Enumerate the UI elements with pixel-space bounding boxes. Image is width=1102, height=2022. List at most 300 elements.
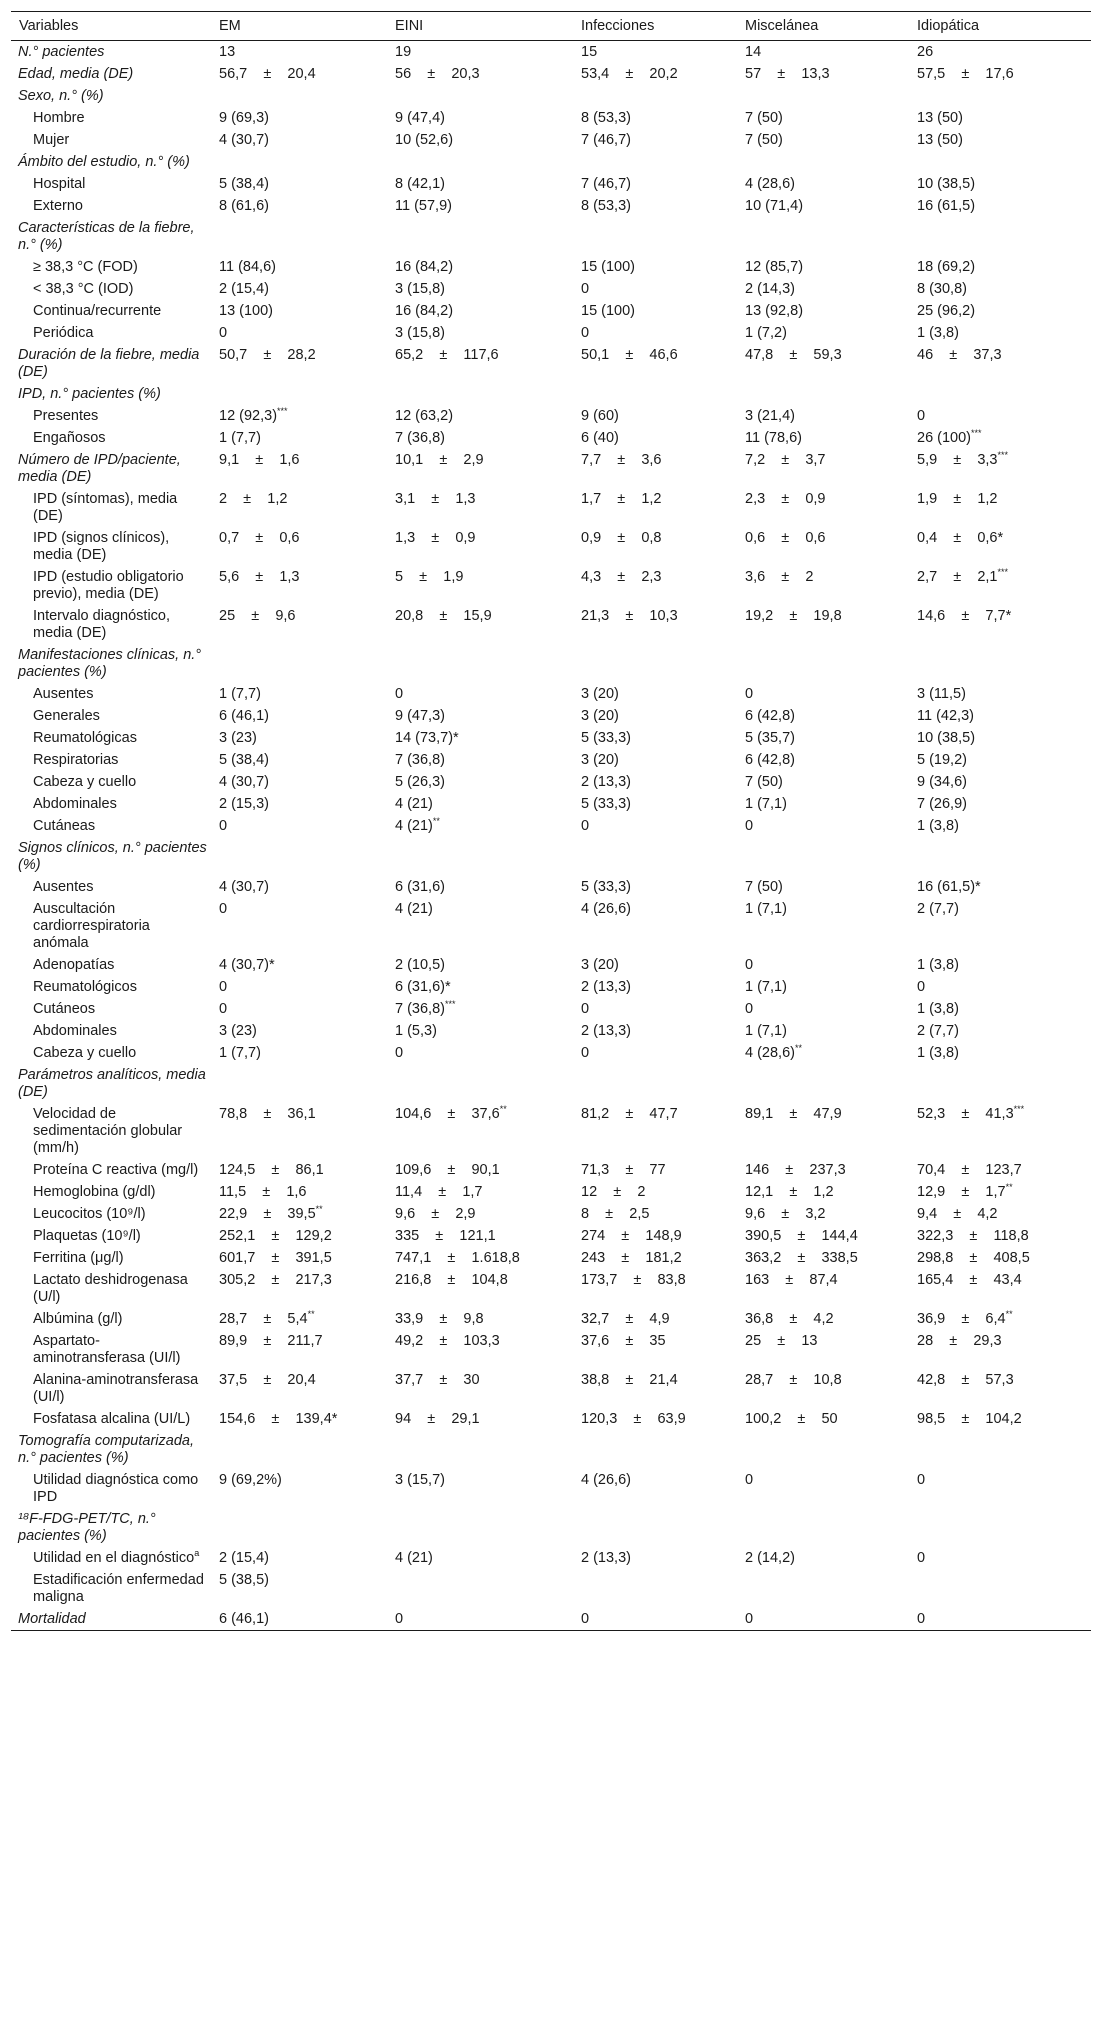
row-label: Ferritina (μg/l): [33, 1250, 124, 1266]
cell-value: 3 (23): [219, 730, 257, 746]
cell-value: 0: [917, 1472, 926, 1488]
cell-eini: [387, 427, 573, 449]
cell-idiopatica: [909, 705, 1091, 727]
cell-value: 4 (21): [395, 818, 433, 834]
cell-value: 13 (50): [917, 132, 963, 148]
cell-miscelanea: [737, 1608, 909, 1631]
cell-em: [211, 427, 387, 449]
cell-value: 9 (47,4): [395, 110, 445, 126]
cell-miscelanea: [737, 300, 909, 322]
cell-em: [211, 1247, 387, 1269]
header-miscelanea: Miscelánea: [737, 12, 909, 41]
cell-eini: [387, 1103, 573, 1159]
cell-eini: [387, 256, 573, 278]
table-row: [11, 1608, 1091, 1631]
significance-marker: **: [794, 1043, 802, 1054]
row-label: Aspartato-aminotransferasa (UI/l): [33, 1333, 181, 1366]
cell-value: 25 (96,2): [917, 303, 976, 319]
cell-variable: [11, 1508, 211, 1547]
cell-miscelanea: [737, 1064, 909, 1103]
table-row: [11, 129, 1091, 151]
cell-infecciones: [573, 954, 737, 976]
cell-variable: [11, 837, 211, 876]
cell-infecciones: [573, 705, 737, 727]
cell-miscelanea: [737, 488, 909, 527]
cell-eini: [387, 793, 573, 815]
cell-value: 2 (13,3): [581, 1023, 631, 1039]
table-row: [11, 1547, 1091, 1569]
cell-infecciones: [573, 1247, 737, 1269]
cell-variable: [11, 1330, 211, 1369]
cell-eini: [387, 195, 573, 217]
table-container: [11, 11, 1091, 1631]
row-label: Plaquetas (10⁹/l): [33, 1228, 141, 1244]
row-label: Ausentes: [33, 879, 94, 895]
cell-em: [211, 195, 387, 217]
cell-value: 5 (33,3): [581, 796, 631, 812]
cell-variable: [11, 1269, 211, 1308]
table-row: [11, 173, 1091, 195]
cell-idiopatica: [909, 1103, 1091, 1159]
cell-value: 11 (78,6): [745, 430, 802, 446]
cell-value: 9,1 ± 1,6: [219, 452, 300, 468]
row-label: Utilidad diagnóstica como IPD: [33, 1472, 199, 1505]
cell-idiopatica: [909, 63, 1091, 85]
cell-infecciones: [573, 644, 737, 683]
cell-variable: [11, 488, 211, 527]
table-row: [11, 1225, 1091, 1247]
cell-value: 0: [745, 1001, 754, 1017]
table-row: [11, 1181, 1091, 1203]
cell-value: 173,7 ± 83,8: [581, 1272, 686, 1288]
cell-value: 94 ± 29,1: [395, 1411, 480, 1427]
cell-miscelanea: [737, 527, 909, 566]
row-label: Fosfatasa alcalina (UI/L): [33, 1411, 191, 1427]
cell-value: 3 (15,7): [395, 1472, 445, 1488]
cell-variable: [11, 300, 211, 322]
cell-value: 9 (34,6): [917, 774, 967, 790]
cell-value: 2,7 ± 2,1: [917, 569, 998, 585]
cell-eini: [387, 383, 573, 405]
cell-eini: [387, 1569, 573, 1608]
cell-em: [211, 566, 387, 605]
row-label: Cabeza y cuello: [33, 774, 137, 790]
significance-marker: **: [1005, 1309, 1013, 1320]
cell-variable: [11, 383, 211, 405]
cell-miscelanea: [737, 85, 909, 107]
cell-eini: [387, 41, 573, 64]
cell-em: [211, 300, 387, 322]
cell-variable: [11, 1181, 211, 1203]
cell-idiopatica: [909, 605, 1091, 644]
cell-variable: [11, 151, 211, 173]
header-variables: Variables: [11, 12, 211, 41]
cell-value: 1,7 ± 1,2: [581, 491, 662, 507]
cell-value: 46 ± 37,3: [917, 347, 1002, 363]
cell-value: 0: [219, 1001, 228, 1017]
cell-miscelanea: [737, 1508, 909, 1547]
cell-variable: [11, 876, 211, 898]
cell-idiopatica: [909, 383, 1091, 405]
row-label: Continua/recurrente: [33, 303, 162, 319]
table-row: [11, 1203, 1091, 1225]
cell-variable: [11, 1103, 211, 1159]
cell-value: 322,3 ± 118,8: [917, 1228, 1029, 1244]
cell-value: 120,3 ± 63,9: [581, 1411, 686, 1427]
cell-value: 37,7 ± 30: [395, 1372, 480, 1388]
cell-value: 0: [219, 901, 228, 917]
cell-idiopatica: [909, 488, 1091, 527]
cell-value: 124,5 ± 86,1: [219, 1162, 324, 1178]
cell-value: 8 (61,6): [219, 198, 269, 214]
cell-miscelanea: [737, 749, 909, 771]
cell-idiopatica: [909, 1330, 1091, 1369]
cell-infecciones: [573, 566, 737, 605]
cell-value: 0: [917, 1550, 926, 1566]
cell-em: [211, 727, 387, 749]
cell-variable: [11, 344, 211, 383]
row-label: ¹⁸F-FDG-PET/TC, n.° pacientes (%): [18, 1511, 156, 1544]
cell-value: 252,1 ± 129,2: [219, 1228, 332, 1244]
row-label: Mortalidad: [18, 1611, 86, 1627]
cell-value: 98,5 ± 104,2: [917, 1411, 1022, 1427]
cell-infecciones: [573, 998, 737, 1020]
row-label: Tomografía computarizada, n.° pacientes (%): [18, 1433, 194, 1466]
cell-eini: [387, 151, 573, 173]
cell-idiopatica: [909, 85, 1091, 107]
cell-value: 2 (13,3): [581, 1550, 631, 1566]
cell-em: [211, 129, 387, 151]
cell-variable: [11, 1608, 211, 1631]
cell-value: 18 (69,2): [917, 259, 976, 275]
cell-eini: [387, 998, 573, 1020]
cell-value: 37,6 ± 35: [581, 1333, 666, 1349]
cell-infecciones: [573, 1159, 737, 1181]
cell-value: 16 (84,2): [395, 259, 454, 275]
cell-miscelanea: [737, 605, 909, 644]
cell-infecciones: [573, 300, 737, 322]
cell-value: 4 (30,7): [219, 879, 269, 895]
cell-eini: [387, 771, 573, 793]
cell-value: 13 (50): [917, 110, 963, 126]
cell-idiopatica: [909, 1020, 1091, 1042]
cell-miscelanea: [737, 344, 909, 383]
cell-value: 4 (30,7): [219, 132, 269, 148]
cell-value: 3 (20): [581, 957, 619, 973]
cell-value: 163 ± 87,4: [745, 1272, 838, 1288]
cell-eini: [387, 1042, 573, 1064]
cell-value: 13: [219, 44, 236, 60]
cell-infecciones: [573, 151, 737, 173]
cell-em: [211, 1547, 387, 1569]
cell-value: 11 (84,6): [219, 259, 276, 275]
table-body: [11, 41, 1091, 1631]
cell-value: 56 ± 20,3: [395, 66, 480, 82]
cell-value: 146 ± 237,3: [745, 1162, 846, 1178]
cell-idiopatica: [909, 173, 1091, 195]
cell-miscelanea: [737, 195, 909, 217]
cell-value: 16 (61,5)*: [917, 879, 981, 895]
cell-idiopatica: [909, 278, 1091, 300]
cell-eini: [387, 278, 573, 300]
cell-idiopatica: [909, 566, 1091, 605]
cell-infecciones: [573, 1225, 737, 1247]
cell-eini: [387, 705, 573, 727]
cell-variable: [11, 1308, 211, 1330]
cell-eini: [387, 1308, 573, 1330]
cell-value: 1 (3,8): [917, 1045, 959, 1061]
cell-value: 0: [745, 957, 754, 973]
cell-miscelanea: [737, 383, 909, 405]
row-label: Leucocitos (10⁹/l): [33, 1206, 146, 1222]
cell-value: 9 (60): [581, 408, 619, 424]
cell-value: 3 (23): [219, 1023, 257, 1039]
cell-em: [211, 1608, 387, 1631]
cell-em: [211, 1308, 387, 1330]
cell-eini: [387, 876, 573, 898]
table-row: [11, 107, 1091, 129]
cell-value: 0: [581, 1045, 590, 1061]
table-row: [11, 954, 1091, 976]
cell-eini: [387, 1608, 573, 1631]
cell-em: [211, 1330, 387, 1369]
row-label: Hemoglobina (g/dl): [33, 1184, 156, 1200]
cell-value: 0: [581, 818, 590, 834]
cell-eini: [387, 1430, 573, 1469]
cell-value: 7 (36,8): [395, 430, 445, 446]
cell-value: 71,3 ± 77: [581, 1162, 666, 1178]
cell-variable: [11, 1247, 211, 1269]
cell-idiopatica: [909, 1181, 1091, 1203]
cell-infecciones: [573, 1369, 737, 1408]
cell-idiopatica: [909, 749, 1091, 771]
cell-value: 1 (3,8): [917, 1001, 959, 1017]
row-label: Ausentes: [33, 686, 94, 702]
cell-em: [211, 605, 387, 644]
cell-infecciones: [573, 217, 737, 256]
cell-value: 38,8 ± 21,4: [581, 1372, 678, 1388]
cell-infecciones: [573, 727, 737, 749]
cell-miscelanea: [737, 771, 909, 793]
cell-infecciones: [573, 256, 737, 278]
cell-value: 109,6 ± 90,1: [395, 1162, 500, 1178]
cell-idiopatica: [909, 405, 1091, 427]
cell-idiopatica: [909, 1469, 1091, 1508]
table-row: [11, 405, 1091, 427]
table-row: [11, 644, 1091, 683]
row-label: Signos clínicos, n.° pacientes (%): [18, 840, 207, 873]
row-label: Mujer: [33, 132, 70, 148]
cell-value: 20,8 ± 15,9: [395, 608, 492, 624]
cell-miscelanea: [737, 63, 909, 85]
cell-value: 56,7 ± 20,4: [219, 66, 316, 82]
cell-value: 28 ± 29,3: [917, 1333, 1002, 1349]
cell-variable: [11, 1225, 211, 1247]
significance-marker: ***: [277, 406, 288, 417]
cell-miscelanea: [737, 1269, 909, 1308]
cell-value: 13 (100): [219, 303, 274, 319]
cell-infecciones: [573, 1469, 737, 1508]
cell-em: [211, 1508, 387, 1547]
cell-variable: [11, 749, 211, 771]
cell-variable: [11, 256, 211, 278]
cell-em: [211, 488, 387, 527]
cell-infecciones: [573, 107, 737, 129]
cell-value: 4,3 ± 2,3: [581, 569, 662, 585]
cell-value: 5 (33,3): [581, 730, 631, 746]
cell-value: 7 (36,8): [395, 752, 445, 768]
cell-infecciones: [573, 173, 737, 195]
cell-em: [211, 1269, 387, 1308]
cell-eini: [387, 405, 573, 427]
cell-miscelanea: [737, 705, 909, 727]
cell-miscelanea: [737, 1159, 909, 1181]
row-label: Utilidad en el diagnóstico: [33, 1550, 195, 1566]
cell-em: [211, 1469, 387, 1508]
cell-variable: [11, 217, 211, 256]
cell-variable: [11, 278, 211, 300]
cell-idiopatica: [909, 527, 1091, 566]
row-label: Cabeza y cuello: [33, 1045, 137, 1061]
cell-value: 10 (52,6): [395, 132, 454, 148]
cell-infecciones: [573, 488, 737, 527]
cell-value: 274 ± 148,9: [581, 1228, 682, 1244]
cell-value: 81,2 ± 47,7: [581, 1106, 678, 1122]
cell-value: 70,4 ± 123,7: [917, 1162, 1022, 1178]
cell-miscelanea: [737, 1408, 909, 1430]
table-row: [11, 195, 1091, 217]
cell-em: [211, 1159, 387, 1181]
cell-idiopatica: [909, 683, 1091, 705]
cell-value: 305,2 ± 217,3: [219, 1272, 332, 1288]
cell-miscelanea: [737, 151, 909, 173]
cell-infecciones: [573, 1269, 737, 1308]
cell-infecciones: [573, 63, 737, 85]
row-label: Abdominales: [33, 796, 117, 812]
cell-value: 2 ± 1,2: [219, 491, 288, 507]
cell-infecciones: [573, 605, 737, 644]
row-label: Respiratorias: [33, 752, 119, 768]
table-row: [11, 705, 1091, 727]
cell-value: 28,7 ± 10,8: [745, 1372, 842, 1388]
cell-value: 3,1 ± 1,3: [395, 491, 476, 507]
row-label: Intervalo diagnóstico, media (DE): [33, 608, 171, 641]
cell-value: 154,6 ± 139,4*: [219, 1411, 338, 1427]
cell-variable: [11, 1547, 211, 1569]
row-label: Generales: [33, 708, 100, 724]
cell-value: 32,7 ± 4,9: [581, 1311, 670, 1327]
cell-miscelanea: [737, 1020, 909, 1042]
cell-value: 0: [219, 325, 228, 341]
cell-value: 4 (28,6): [745, 1045, 795, 1061]
cell-em: [211, 771, 387, 793]
cell-em: [211, 1369, 387, 1408]
cell-infecciones: [573, 815, 737, 837]
cell-variable: [11, 322, 211, 344]
row-label: IPD (síntomas), media (DE): [33, 491, 178, 524]
cell-em: [211, 527, 387, 566]
cell-idiopatica: [909, 151, 1091, 173]
cell-em: [211, 151, 387, 173]
cell-value: 12 (63,2): [395, 408, 454, 424]
cell-variable: [11, 976, 211, 998]
cell-idiopatica: [909, 256, 1091, 278]
cell-variable: [11, 85, 211, 107]
row-label: ≥ 38,3 °C (FOD): [33, 259, 138, 275]
cell-value: 363,2 ± 338,5: [745, 1250, 858, 1266]
cell-value: 7 (50): [745, 110, 783, 126]
cell-value: 1 (7,1): [745, 979, 787, 995]
cell-value: 335 ± 121,1: [395, 1228, 496, 1244]
table-row: [11, 1159, 1091, 1181]
cell-value: 1 (3,8): [917, 325, 959, 341]
cell-variable: [11, 129, 211, 151]
cell-value: 747,1 ± 1.618,8: [395, 1250, 520, 1266]
significance-marker: **: [432, 816, 440, 827]
cell-miscelanea: [737, 278, 909, 300]
cell-eini: [387, 898, 573, 954]
cell-value: 0: [219, 979, 228, 995]
cell-value: 3 (20): [581, 752, 619, 768]
table-row: [11, 1508, 1091, 1547]
significance-marker: a: [194, 1548, 200, 1559]
cell-miscelanea: [737, 1181, 909, 1203]
cell-em: [211, 256, 387, 278]
cell-miscelanea: [737, 449, 909, 488]
cell-value: 0: [395, 686, 404, 702]
cell-value: 36,9 ± 6,4: [917, 1311, 1006, 1327]
cell-value: 1 (7,1): [745, 796, 787, 812]
cell-eini: [387, 1547, 573, 1569]
cell-variable: [11, 898, 211, 954]
cell-eini: [387, 1181, 573, 1203]
row-label: Duración de la fiebre, media (DE): [18, 347, 200, 380]
cell-em: [211, 322, 387, 344]
cell-value: 11 (57,9): [395, 198, 452, 214]
cell-value: 7 (50): [745, 879, 783, 895]
cell-infecciones: [573, 876, 737, 898]
row-label: Auscultación cardiorrespiratoria anómala: [33, 901, 150, 951]
cell-infecciones: [573, 683, 737, 705]
row-label: Cutáneos: [33, 1001, 96, 1017]
cell-value: 11,5 ± 1,6: [219, 1184, 307, 1200]
table-row: [11, 727, 1091, 749]
cell-value: 9 (47,3): [395, 708, 445, 724]
cell-em: [211, 1408, 387, 1430]
row-label: Estadificación enfermedad maligna: [33, 1572, 204, 1605]
cell-value: 5 (26,3): [395, 774, 445, 790]
cell-value: 7,2 ± 3,7: [745, 452, 826, 468]
cell-value: 2 (15,4): [219, 1550, 269, 1566]
cell-value: 0,7 ± 0,6: [219, 530, 300, 546]
cell-value: 78,8 ± 36,1: [219, 1106, 316, 1122]
cell-variable: [11, 107, 211, 129]
cell-idiopatica: [909, 1369, 1091, 1408]
row-label: Hombre: [33, 110, 85, 126]
cell-value: 52,3 ± 41,3: [917, 1106, 1014, 1122]
cell-value: 0: [745, 686, 754, 702]
cell-value: 3,6 ± 2: [745, 569, 814, 585]
cell-value: 89,1 ± 47,9: [745, 1106, 842, 1122]
table-row: [11, 488, 1091, 527]
significance-marker: **: [315, 1204, 323, 1215]
cell-value: 5,6 ± 1,3: [219, 569, 300, 585]
cell-value: 1,9 ± 1,2: [917, 491, 998, 507]
cell-idiopatica: [909, 1042, 1091, 1064]
cell-idiopatica: [909, 427, 1091, 449]
row-label: Alanina-aminotransferasa (UI/l): [33, 1372, 199, 1405]
significance-marker: ***: [997, 450, 1009, 461]
